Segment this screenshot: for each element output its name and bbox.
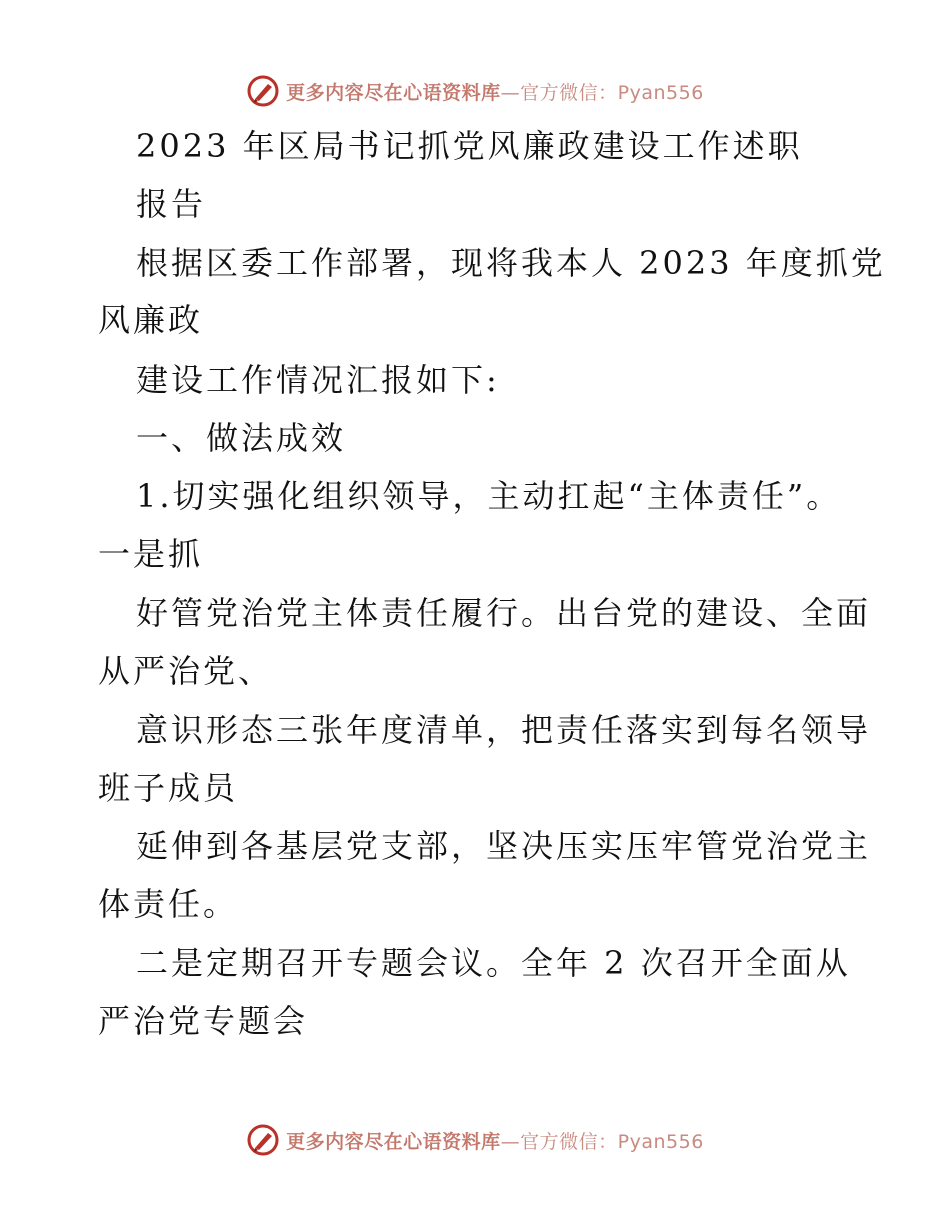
paragraph-line: 班子成员: [98, 769, 239, 807]
banner-wechat: —官方微信：Pyan556: [500, 81, 704, 104]
paragraph-line: 1.切实强化组织领导，主动扛起“主体责任”。: [136, 477, 842, 515]
paragraph-line: 从严治党、: [98, 652, 274, 690]
pen-logo-icon: [246, 1123, 280, 1157]
paragraph-line: 二是定期召开专题会议。全年 2 次召开全面从: [136, 944, 851, 982]
paragraph-line: 建设工作情况汇报如下:: [136, 361, 500, 399]
paragraph-line: 风廉政: [98, 301, 204, 339]
section-heading: 一、做法成效: [136, 419, 347, 457]
paragraph-line: 体责任。: [98, 885, 239, 923]
footer-banner: [0, 1120, 950, 1160]
paragraph-line: 意识形态三张年度清单，把责任落实到每名领导: [136, 711, 872, 749]
paragraph-line: 延伸到各基层党支部，坚决压实压牢管党治党主: [136, 827, 872, 865]
paragraph-line: 严治党专题会: [98, 1002, 309, 1040]
pen-logo-icon: [246, 74, 280, 108]
banner-wechat: —官方微信：Pyan556: [500, 1130, 704, 1153]
banner-site-name: 更多内容尽在心语资料库: [286, 1130, 501, 1153]
banner-text: [286, 1127, 704, 1154]
banner-site-name: 更多内容尽在心语资料库: [286, 81, 501, 104]
title-line-2: 报告: [136, 185, 207, 223]
paragraph-line: 一是抓: [98, 535, 204, 573]
banner-text: [286, 78, 704, 105]
header-banner: [0, 71, 950, 111]
paragraph-line: 根据区委工作部署，现将我本人 2023 年度抓党: [136, 244, 886, 282]
title-line-1: 2023 年区局书记抓党风廉政建设工作述职: [136, 127, 803, 165]
paragraph-line: 好管党治党主体责任履行。出台党的建设、全面: [136, 594, 872, 632]
